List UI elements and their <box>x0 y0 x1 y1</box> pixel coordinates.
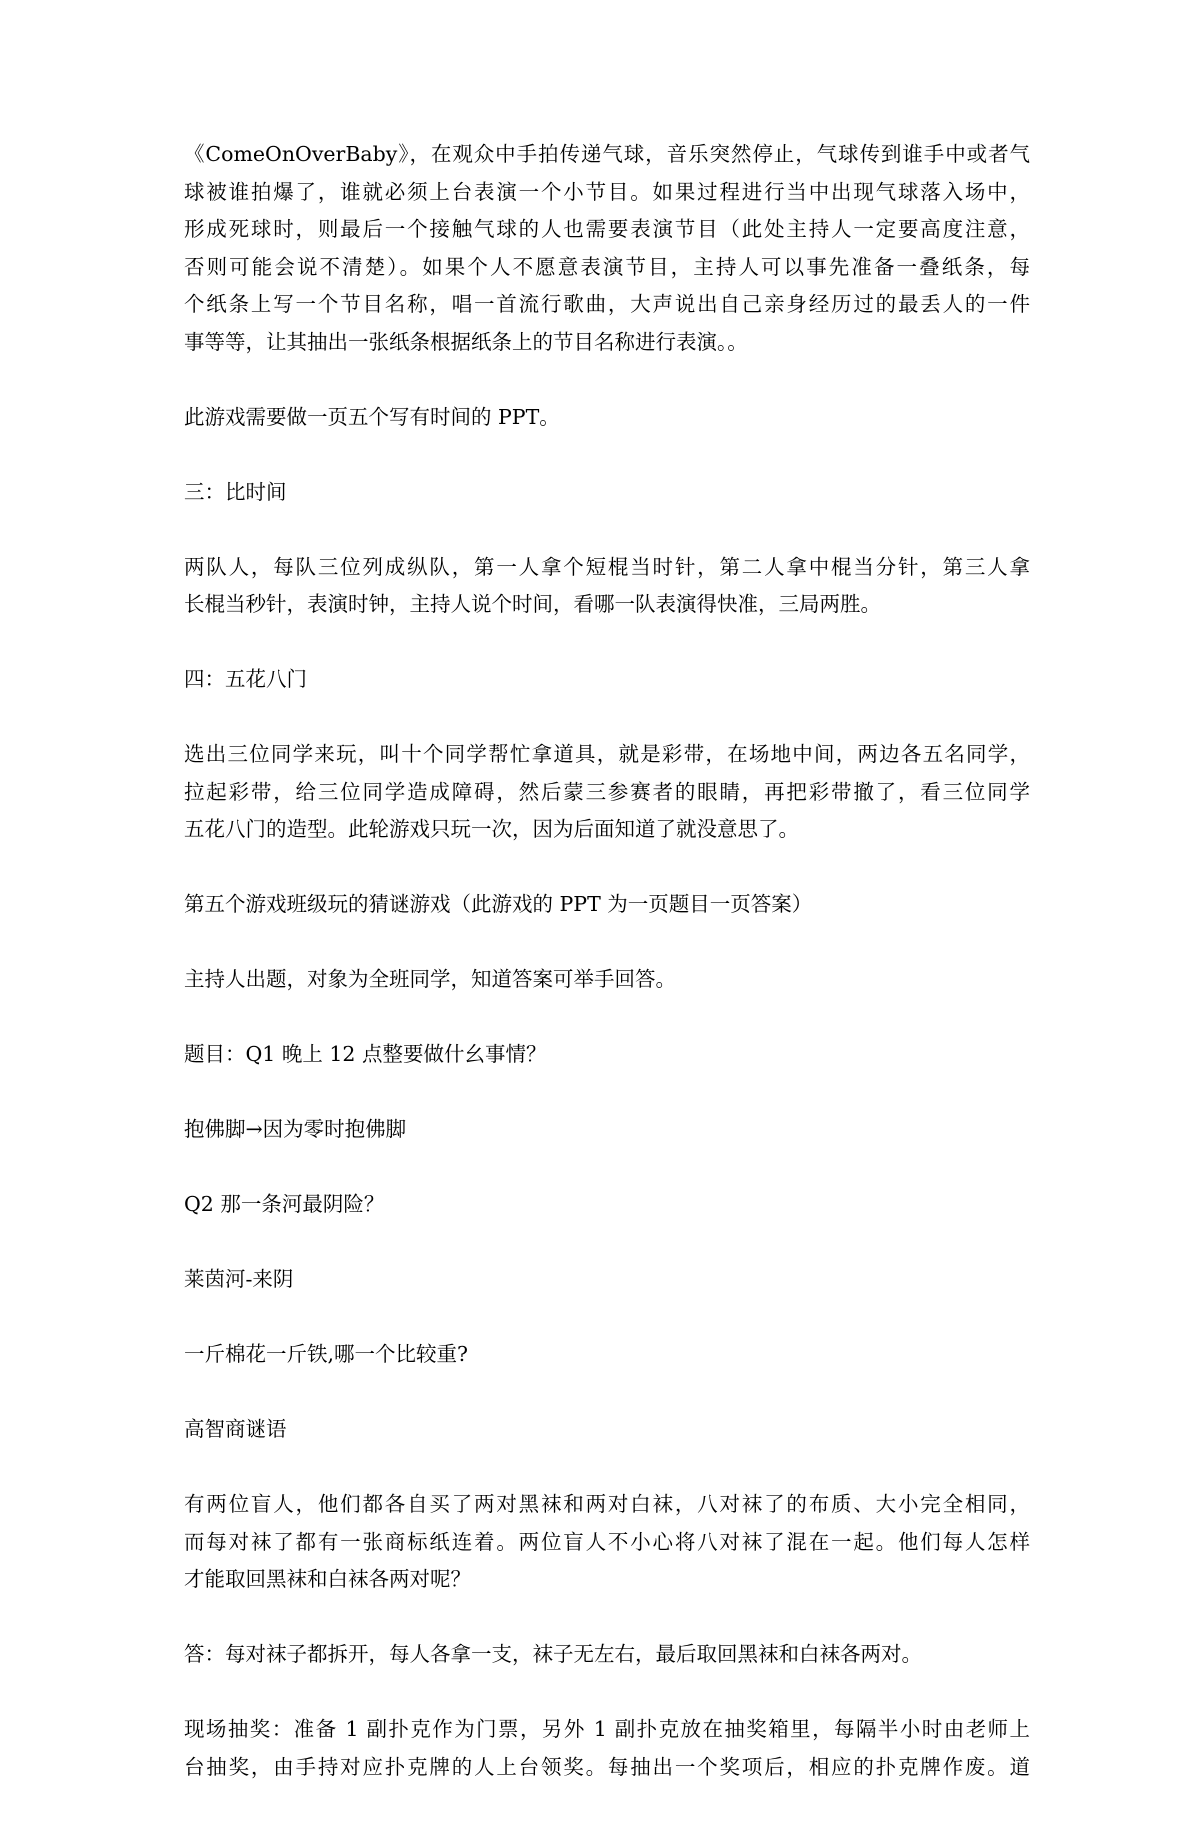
paragraph <box>184 1711 1030 1786</box>
text-line: 否则可能会说不清楚）。如果个人不愿意表演节目，主持人可以事先准备一叠纸条，每 <box>184 254 1030 279</box>
paragraph <box>184 961 1030 999</box>
text-line: 《ComeOnOverBaby》，在观众中手拍传递气球，音乐突然停止，气球传到谁手中或者气 <box>184 142 1030 166</box>
text-line: 主持人出题，对象为全班同学，知道答案可举手回答。 <box>184 967 676 991</box>
text-line: 有两位盲人，他们都各自买了两对黑袜和两对白袜，八对袜了的布质、大小完全相同， <box>184 1492 1030 1516</box>
text-line: 选出三位同学来玩，叫十个同学帮忙拿道具，就是彩带，在场地中间，两边各五名同学， <box>184 742 1030 766</box>
paragraph <box>184 1411 1030 1449</box>
text-line: 答：每对袜子都拆开，每人各拿一支，袜子无左右，最后取回黑袜和白袜各两对。 <box>184 1642 922 1666</box>
text-line: 才能取回黑袜和白袜各两对呢？ <box>184 1567 471 1591</box>
paragraph <box>184 1336 1030 1374</box>
text-line: 抱佛脚→因为零时抱佛脚 <box>184 1117 407 1141</box>
text-line: 而每对袜了都有一张商标纸连着。两位盲人不小心将八对袜了混在一起。他们每人怎样 <box>184 1529 1030 1554</box>
paragraph <box>184 549 1030 624</box>
text-line: 台抽奖，由手持对应扑克牌的人上台领奖。每抽出一个奖项后，相应的扑克牌作废。道 <box>184 1754 1030 1779</box>
text-line: 两队人，每队三位列成纵队，第一人拿个短棍当时针，第二人拿中棍当分针，第三人拿 <box>184 554 1030 579</box>
text-line: 个纸条上写一个节目名称，唱一首流行歌曲，大声说出自己亲身经历过的最丢人的一件 <box>184 292 1030 316</box>
paragraph <box>184 1636 1030 1674</box>
paragraph <box>184 1036 1030 1074</box>
text-line: 莱茵河-来阴 <box>184 1267 294 1291</box>
document-body <box>184 136 1030 1824</box>
paragraph <box>184 1111 1030 1149</box>
paragraph <box>184 1261 1030 1299</box>
paragraph <box>184 886 1030 924</box>
text-line: 五花八门的造型。此轮游戏只玩一次，因为后面知道了就没意思了。 <box>184 817 799 841</box>
paragraph <box>184 736 1030 849</box>
text-line: 三：比时间 <box>184 479 287 504</box>
text-line: Q2 那一条河最阴险？ <box>184 1192 385 1216</box>
text-line: 现场抽奖：准备 1 副扑克作为门票，另外 1 副扑克放在抽奖箱里，每隔半小时由老师上 <box>184 1717 1030 1741</box>
text-line: 拉起彩带，给三位同学造成障碍，然后蒙三参赛者的眼睛，再把彩带撤了，看三位同学 <box>184 779 1030 804</box>
text-line: 一斤棉花一斤铁,哪一个比较重? <box>184 1342 469 1366</box>
text-line: 第五个游戏班级玩的猜谜游戏（此游戏的 PPT 为一页题目一页答案） <box>184 892 813 916</box>
text-line: 四：五花八门 <box>184 667 307 691</box>
paragraph <box>184 136 1030 361</box>
paragraph <box>184 474 1030 512</box>
text-line: 球被谁拍爆了，谁就必须上台表演一个小节目。如果过程进行当中出现气球落入场中， <box>184 179 1030 204</box>
paragraph <box>184 399 1030 437</box>
text-line: 高智商谜语 <box>184 1417 287 1441</box>
text-line: 此游戏需要做一页五个写有时间的 PPT。 <box>184 404 560 429</box>
text-line: 长棍当秒针，表演时钟，主持人说个时间，看哪一队表演得快准，三局两胜。 <box>184 592 881 616</box>
paragraph <box>184 1486 1030 1599</box>
text-line: 题目：Q1 晚上 12 点整要做什幺事情？ <box>184 1042 547 1066</box>
text-line: 事等等，让其抽出一张纸条根据纸条上的节目名称进行表演。。 <box>184 329 748 354</box>
paragraph <box>184 661 1030 699</box>
paragraph <box>184 1186 1030 1224</box>
text-line: 形成死球时，则最后一个接触气球的人也需要表演节目（此处主持人一定要高度注意， <box>184 217 1030 241</box>
